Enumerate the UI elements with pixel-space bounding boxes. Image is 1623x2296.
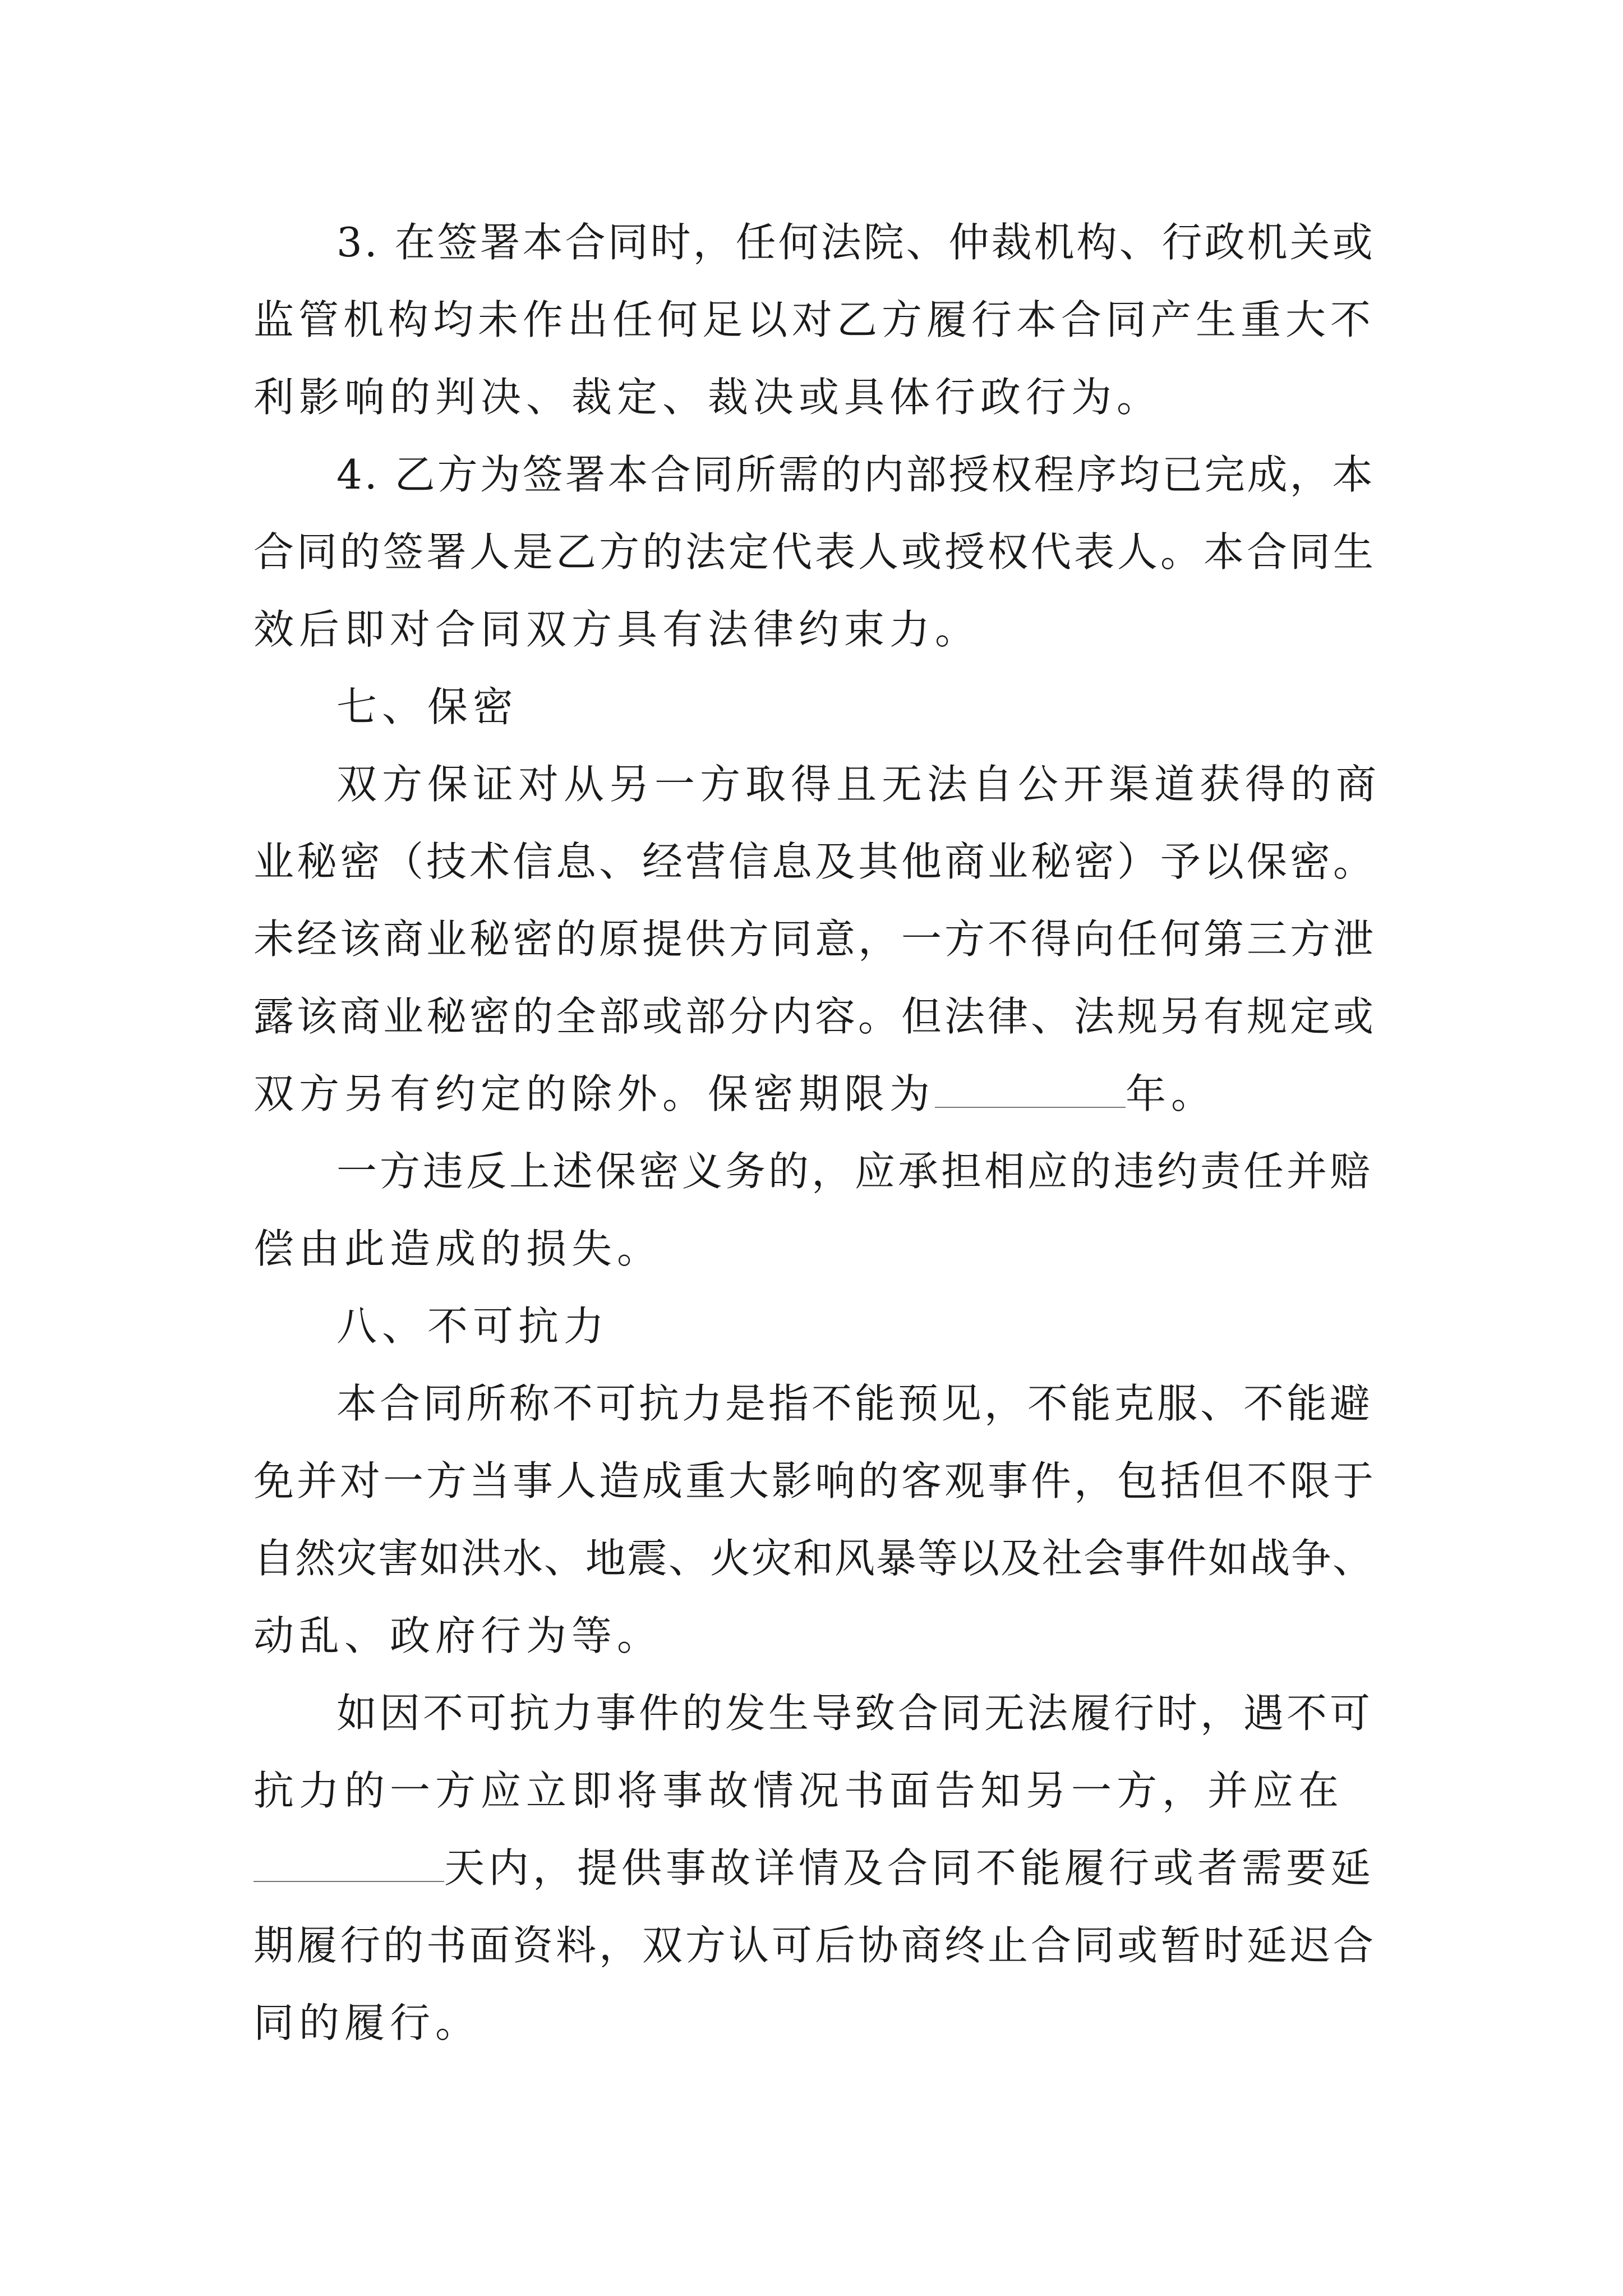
- confidentiality-line-1: 双方保证对从另一方取得且无法自公开渠道获得的商: [336, 761, 1382, 808]
- item-4-line-3: 效后即对合同双方具有法律约束力。: [253, 606, 981, 653]
- section-heading-confidentiality: 七、保密: [336, 683, 519, 730]
- confidentiality-line-5-suffix: 年。: [1126, 1070, 1217, 1117]
- confidentiality-term-blank: [935, 1068, 1126, 1108]
- force-majeure-definition-line-2: 免并对一方当事人造成重大影响的客观事件，包括但不限于: [253, 1457, 1377, 1504]
- item-3-line-1: 3. 在签署本合同时，任何法院、仲裁机构、行政机关或: [336, 219, 1375, 266]
- item-3-line-3: 利影响的判决、裁定、裁决或具体行政行为。: [253, 374, 1163, 421]
- force-majeure-notice-line-1: 如因不可抗力事件的发生导致合同无法履行时，遇不可: [336, 1690, 1373, 1737]
- force-majeure-notice-line-3-text: 天内，提供事故详情及合同不能履行或者需要延: [444, 1844, 1375, 1892]
- force-majeure-definition-line-3: 自然灾害如洪水、地震、火灾和风暴等以及社会事件如战争、: [253, 1535, 1375, 1582]
- breach-line-2: 偿由此造成的损失。: [253, 1225, 663, 1272]
- confidentiality-line-2: 业秘密（技术信息、经营信息及其他商业秘密）予以保密。: [253, 838, 1377, 885]
- breach-line-1: 一方违反上述保密义务的，应承担相应的违约责任并赔: [336, 1148, 1373, 1195]
- item-3-line-2: 监管机构均未作出任何足以对乙方履行本合同产生重大不: [253, 296, 1376, 343]
- confidentiality-line-5: [253, 1066, 1216, 1122]
- force-majeure-notice-line-5: 同的履行。: [253, 1999, 481, 2046]
- section-heading-force-majeure: 八、不可抗力: [336, 1303, 610, 1350]
- notice-days-blank: [253, 1842, 444, 1882]
- confidentiality-line-4: 露该商业秘密的全部或部分内容。但法律、法规另有规定或: [253, 993, 1377, 1040]
- confidentiality-line-3: 未经该商业秘密的原提供方同意，一方不得向任何第三方泄: [253, 915, 1377, 963]
- item-4-line-2: 合同的签署人是乙方的法定代表人或授权代表人。本合同生: [253, 528, 1377, 576]
- force-majeure-definition-line-4: 动乱、政府行为等。: [253, 1612, 663, 1659]
- item-4-line-1: 4. 乙方为签署本合同所需的内部授权程序均已完成，本: [336, 451, 1375, 498]
- force-majeure-definition-line-1: 本合同所称不可抗力是指不能预见，不能克服、不能避: [336, 1380, 1373, 1427]
- confidentiality-line-5-text: 双方另有约定的除外。保密期限为: [253, 1070, 935, 1117]
- force-majeure-notice-line-4: 期履行的书面资料，双方认可后协商终止合同或暂时延迟合: [253, 1922, 1377, 1969]
- force-majeure-notice-line-3: [253, 1840, 1375, 1896]
- force-majeure-notice-line-2: 抗力的一方应立即将事故情况书面告知另一方，并应在: [253, 1767, 1344, 1814]
